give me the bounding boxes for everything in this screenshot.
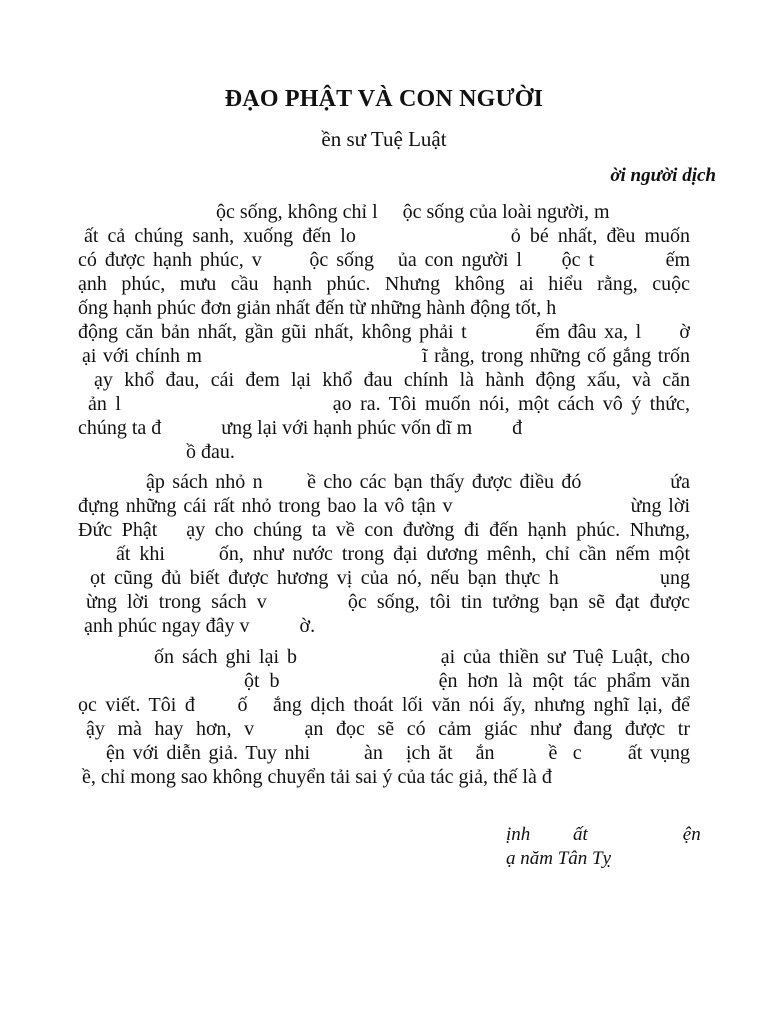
text-line: ống hạnh phúc đơn giản nhất đến từ những hành động tốt, h <box>78 297 557 319</box>
text-line: ạnh phúc, mưu cầu hạnh phúc. Nhưng không ai hiểu rằng, cuộc <box>78 273 690 295</box>
text-line: ại với chính m ĩ rằng, trong những cố gắng trốn <box>82 345 690 367</box>
paragraph-3 <box>78 645 690 789</box>
text-line: ừng lời trong sách v ộc sống, tôi tin tưởng bạn sẽ đạt được <box>86 591 690 613</box>
text-line: ậy mà hay hơn, v ạn đọc sẽ có cảm giác như đang được tr <box>86 718 690 740</box>
page-title: ĐẠO PHẬT VÀ CON NGƯỜI <box>224 86 544 112</box>
text-line: ọc viết. Tôi đ ố ắng dịch thoát lối văn nói ấy, nhưng nghĩ lại, để <box>78 694 690 716</box>
text-line: ọt cũng đủ biết được hương vị của nó, nếu bạn thực h ụng <box>90 567 690 589</box>
text-line: ện với diễn giả. Tuy nhi àn ịch ăt ắn ề c ất vụng <box>106 742 690 764</box>
paragraph-2 <box>78 470 690 638</box>
text-line: ản l ạo ra. Tôi muốn nói, một cách vô ý thức, <box>88 393 690 415</box>
text-line: ột b ện hơn là một tác phẩm văn <box>244 670 690 692</box>
text-line: có được hạnh phúc, v ộc sống ủa con người l ộc t ếm <box>78 249 690 271</box>
text-line: ồ đau. <box>186 441 235 463</box>
text-line: ề, chỉ mong sao không chuyển tải sai ý của tác giả, thế là đ <box>82 766 552 788</box>
text-line: động căn bản nhất, gần gũi nhất, không phải t ếm đâu xa, l ờ <box>78 321 690 343</box>
signature-line-2: ạ năm Tân Tỵ <box>506 848 612 869</box>
text-line: chúng ta đ ưng lại với hạnh phúc vốn dĩ m đ <box>78 417 523 439</box>
text-line: ập sách nhỏ n ề cho các bạn thấy được điều đó ứa <box>146 471 690 493</box>
signature-line-1: ịnh ất ện <box>506 824 701 845</box>
text-line: Đức Phật ạy cho chúng ta về con đường đi đến hạnh phúc. Nhưng, <box>78 519 690 541</box>
author-subtitle: ền sư Tuệ Luật <box>321 127 447 151</box>
translator-note-heading: ời người dịch <box>610 165 716 186</box>
text-line: đựng những cái rất nhỏ trong bao la vô tận v ừng lời <box>78 495 690 517</box>
paragraph-1 <box>78 200 690 464</box>
text-line: ốn sách ghi lại b ại của thiền sư Tuệ Luật, cho <box>154 646 690 668</box>
text-line: ạnh phúc ngay đây v ờ. <box>84 615 316 637</box>
text-line: ộc sống, không chỉ l ộc sống của loài người, m <box>216 201 610 223</box>
text-line: ạy khổ đau, cái đem lại khổ đau chính là hành động xấu, và căn <box>94 369 690 391</box>
text-line: ất khi ốn, như nước trong đại dương mênh, chỉ cần nếm một <box>116 543 690 565</box>
text-line: ất cả chúng sanh, xuống đến lo ỏ bé nhất, đều muốn <box>84 225 690 247</box>
